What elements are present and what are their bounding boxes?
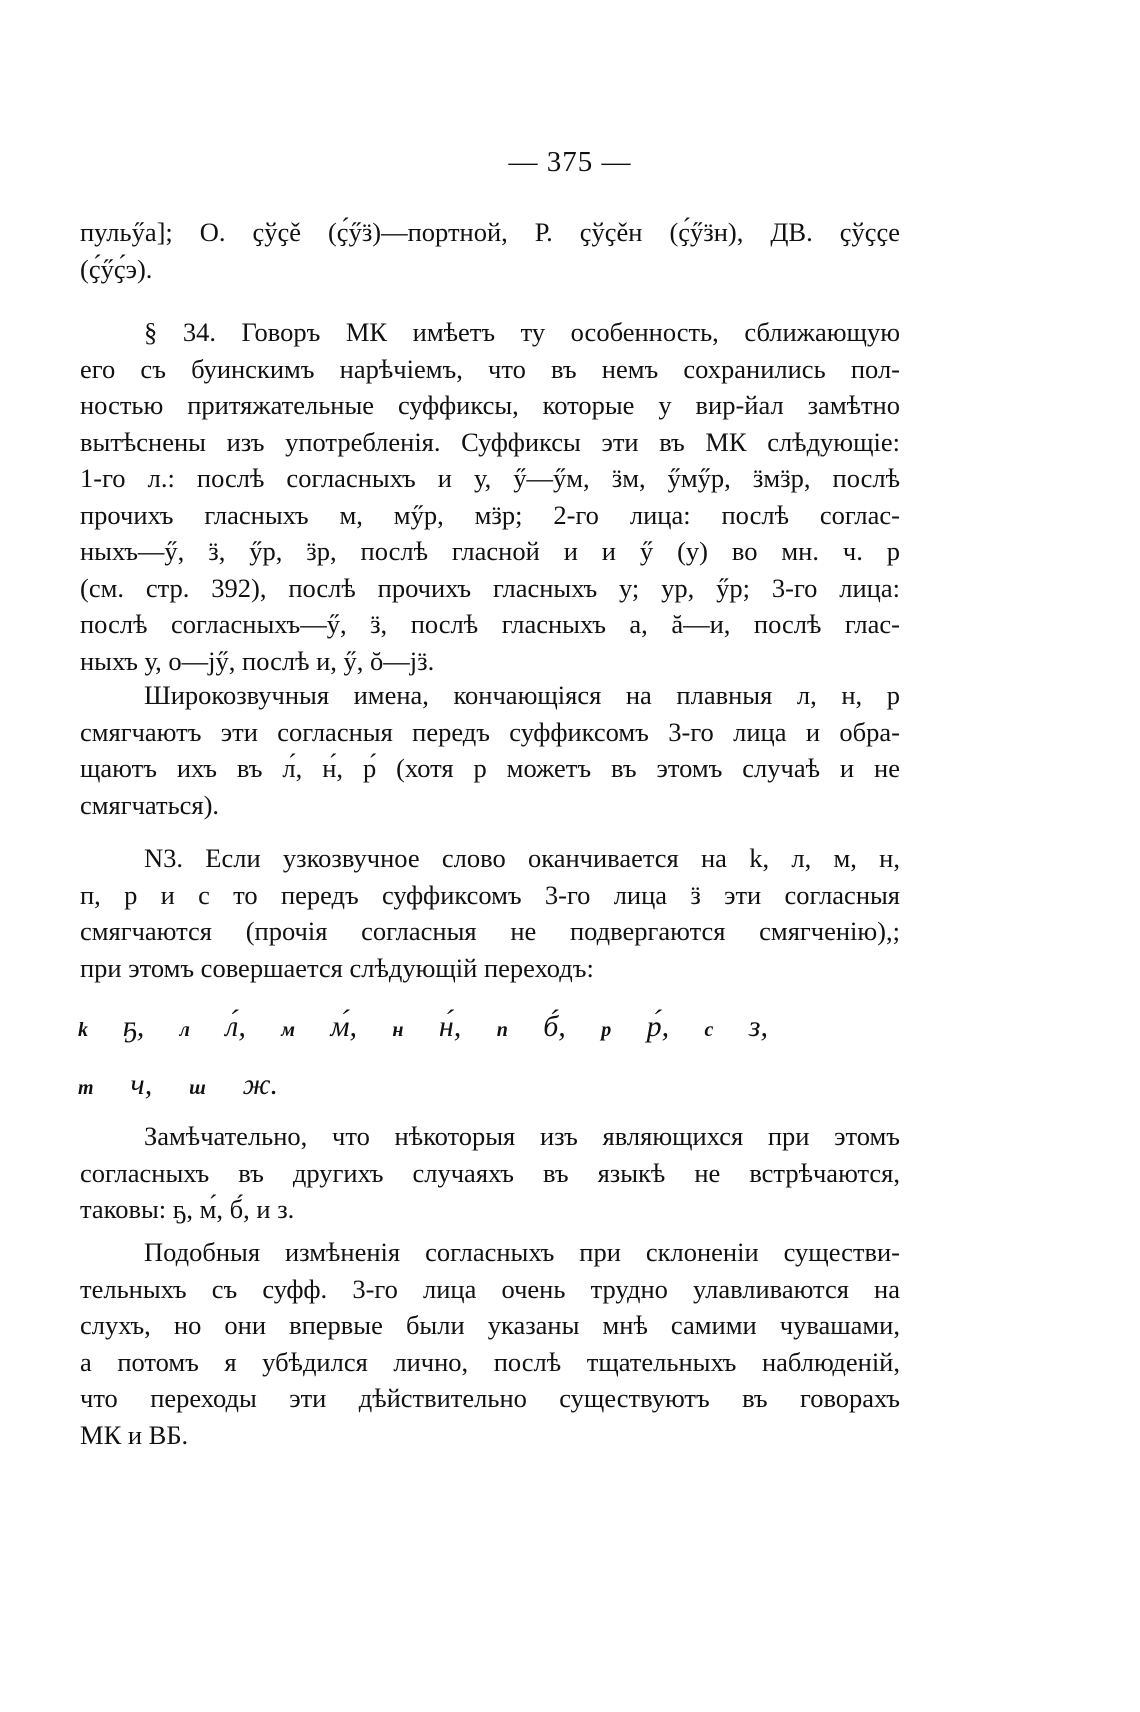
result-consonant: ч, bbox=[130, 1068, 153, 1101]
source-consonant: р bbox=[601, 1019, 612, 1041]
text-line: смягчаться). bbox=[80, 789, 220, 820]
source-consonant: с bbox=[704, 1019, 714, 1041]
consonant-transition-row bbox=[78, 1010, 768, 1044]
text-line: прочихъ гласныхъ м, мӳр, мӟр; 2-го лица: послѣ соглас- bbox=[80, 499, 900, 530]
text-line: смягчаютъ эти согласныя передъ суффиксомъ 3-го лица и обра- bbox=[80, 716, 900, 747]
source-consonant: м bbox=[281, 1019, 295, 1041]
result-consonant: н́, bbox=[438, 1010, 462, 1043]
text-line: тельныхъ съ суфф. 3-го лица очень трудно улавливаются на bbox=[80, 1273, 900, 1304]
text-line: п, р и с то передъ суффиксомъ 3-го лица ӟ эти согласныя bbox=[80, 879, 900, 910]
text-line: МК и ВБ. bbox=[80, 1419, 189, 1450]
paragraph-consonant-changes bbox=[80, 1234, 900, 1453]
paragraph-remarkable-consonants bbox=[80, 1118, 900, 1228]
text-line: таковы: ҕ, м́, б́, и з. bbox=[80, 1194, 295, 1224]
text-line: при этомъ совершается слѣдующій переходъ: bbox=[80, 952, 594, 983]
text-line: послѣ согласныхъ—ӳ, ӟ, послѣ гласныхъ а, ă—и, послѣ глас- bbox=[80, 609, 900, 639]
consonant-transition-row bbox=[78, 1068, 278, 1102]
text-line: Широкозвучныя имена, кончающіяся на плавныя л, н, р bbox=[144, 680, 900, 710]
result-consonant: б́, bbox=[543, 1010, 566, 1043]
paragraph-dialect-forms bbox=[80, 214, 900, 287]
paragraph-narrow-vowel-words bbox=[80, 840, 900, 986]
text-line: пульӳа]; О. ҫўҫě (ҫ́ӳӟ)—портной, Р. ҫўҫěн (ҫ́ӳӟн), ДВ. ҫўҫҫе bbox=[80, 217, 900, 247]
text-line: Замѣчательно, что нѣкоторыя изъ являющихся при этомъ bbox=[144, 1121, 900, 1151]
result-consonant: л́, bbox=[225, 1010, 246, 1043]
result-consonant: ҕ, bbox=[123, 1010, 145, 1043]
text-line: ностью притяжательные суффиксы, которые у вир-йал замѣтно bbox=[80, 390, 900, 420]
source-consonant: н bbox=[392, 1019, 404, 1041]
source-consonant: т bbox=[78, 1077, 94, 1099]
result-consonant: з, bbox=[748, 1010, 768, 1043]
result-consonant: р́, bbox=[646, 1010, 670, 1043]
text-line: его съ буинскимъ нарѣчіемъ, что въ немъ сохранились пол- bbox=[80, 353, 900, 384]
text-line: согласныхъ въ другихъ случаяхъ въ языкѣ не встрѣчаются, bbox=[80, 1157, 900, 1188]
source-consonant: k bbox=[78, 1019, 88, 1041]
text-line: ныхъ у, о—јӳ, послѣ и, ӳ, ŏ—јӟ. bbox=[80, 645, 435, 676]
result-consonant: ж. bbox=[242, 1068, 278, 1101]
paragraph-section-34 bbox=[80, 314, 900, 679]
text-line: ныхъ—ӳ, ӟ, ӳр, ӟр, послѣ гласной и и ӳ (у) во мн. ч. р bbox=[80, 536, 900, 566]
source-consonant: п bbox=[496, 1019, 508, 1041]
text-line: щаютъ ихъ въ л́, н́, р́ (хотя р можетъ въ этомъ случаѣ и не bbox=[80, 753, 900, 783]
text-line: 1-го л.: послѣ согласныхъ и у, ӳ—ӳм, ӟм, ӳмӳр, ӟмӟр, послѣ bbox=[80, 463, 900, 493]
text-line: (см. стр. 392), послѣ прочихъ гласныхъ у; ур, ӳр; 3-го лица: bbox=[80, 572, 900, 603]
text-line: вытѣснены изъ употребленія. Суффиксы эти въ МК слѣдующіе: bbox=[80, 426, 900, 457]
source-consonant: ш bbox=[189, 1077, 206, 1099]
text-line: слухъ, но они впервые были указаны мнѣ самими чувашами, bbox=[80, 1310, 900, 1340]
result-consonant: м́, bbox=[330, 1010, 358, 1043]
text-line: Подобныя измѣненія согласныхъ при склоненіи существи- bbox=[144, 1237, 900, 1267]
text-line: (ҫ́ӳҫ́э). bbox=[80, 253, 153, 284]
text-line: а потомъ я убѣдился лично, послѣ тщательныхъ наблюденій, bbox=[80, 1346, 900, 1377]
text-line: § 34. Говоръ МК имѣетъ ту особенность, сближающую bbox=[144, 317, 900, 347]
source-consonant: л bbox=[179, 1019, 190, 1041]
paragraph-broad-vowel-names bbox=[80, 677, 900, 823]
page-number: — 375 — bbox=[508, 146, 632, 178]
text-line: что переходы эти дѣйствительно существуютъ въ говорахъ bbox=[80, 1383, 900, 1413]
text-line: смягчаются (прочія согласныя не подвергаются смягченію),; bbox=[80, 916, 900, 946]
text-line: N3. Если узкозвучное слово оканчивается на k, л, м, н, bbox=[144, 843, 900, 873]
